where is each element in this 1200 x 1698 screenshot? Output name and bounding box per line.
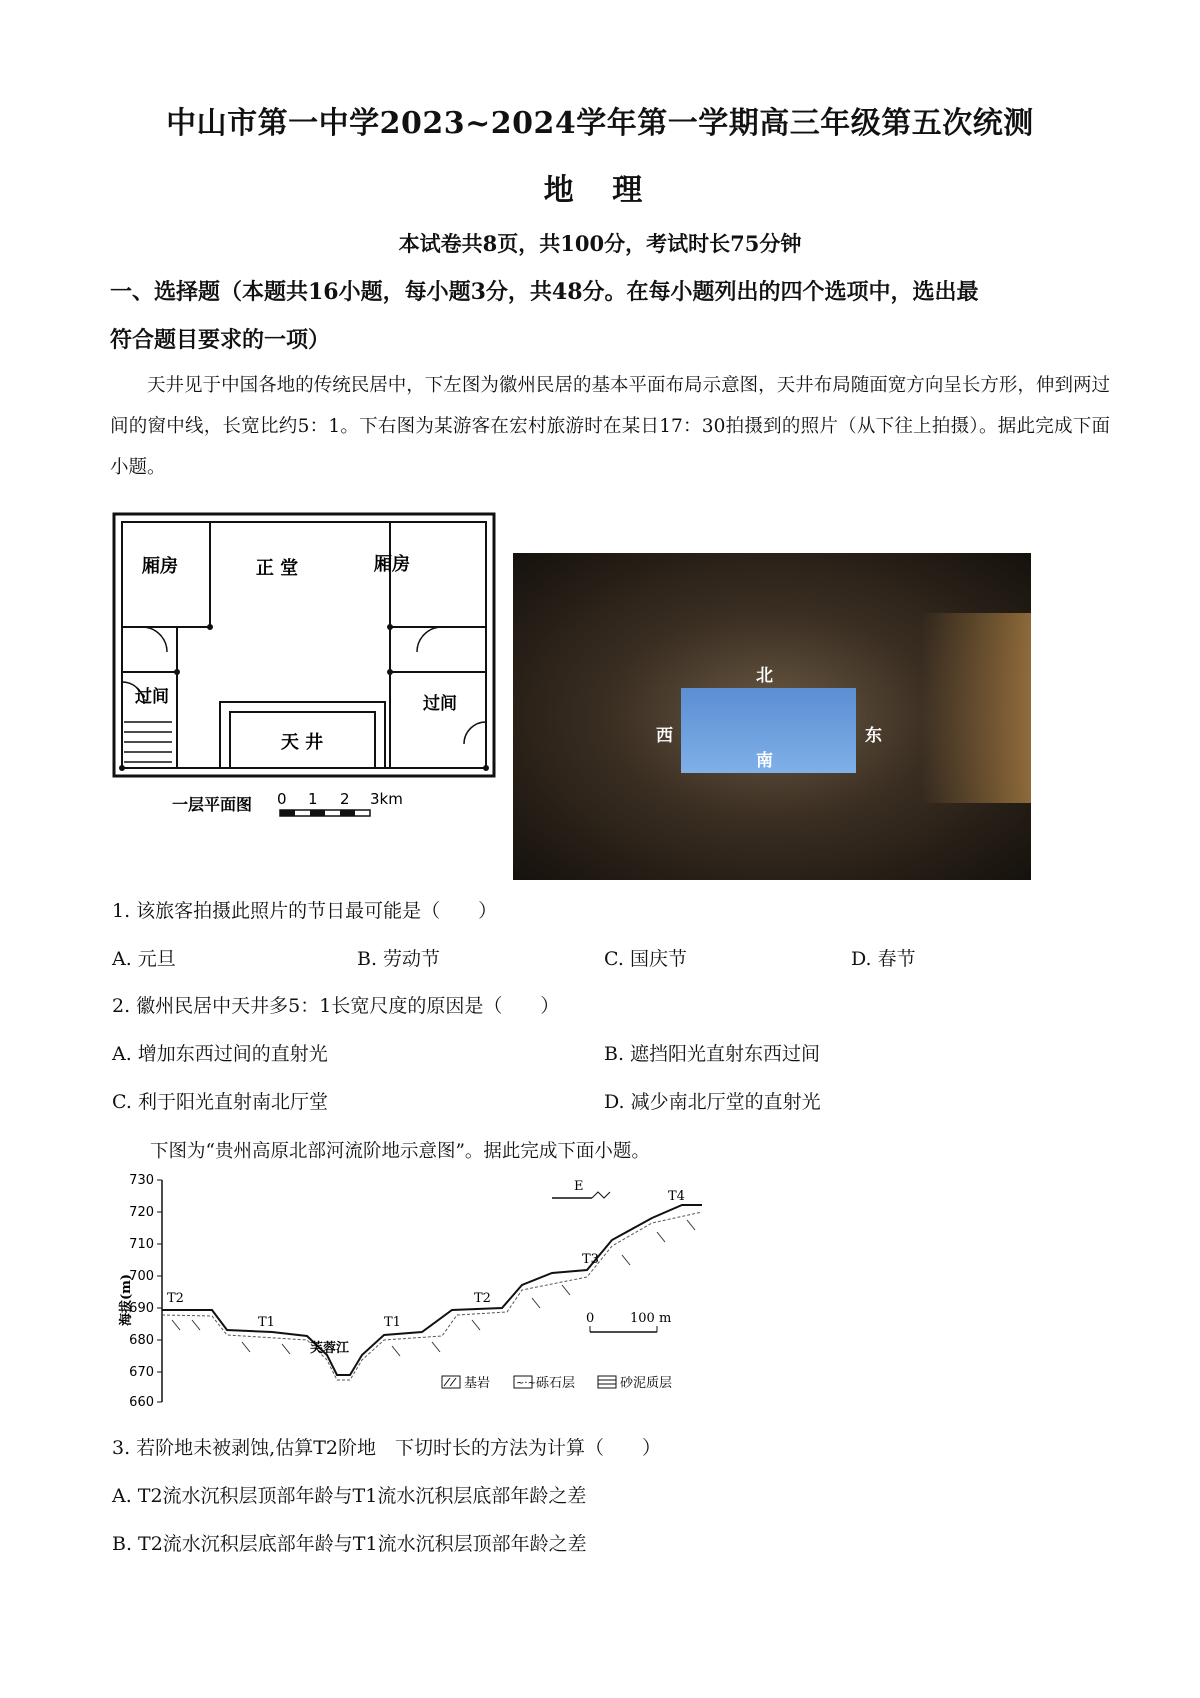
room-label: 正 堂 — [255, 558, 299, 579]
label-east: 东 — [865, 726, 882, 746]
room-label: 过间 — [423, 694, 457, 714]
room-label: 厢房 — [142, 556, 178, 577]
y-axis-label: 海拔(m) — [119, 1273, 134, 1327]
legend-item: 砾石层 — [536, 1376, 576, 1391]
svg-text:670: 670 — [129, 1365, 154, 1380]
question-1-stem: 1. 该旅客拍摄此照片的节日最可能是（ ） — [112, 900, 498, 922]
svg-text:3km: 3km — [370, 790, 403, 808]
q1-option-a[interactable]: A. 元旦 — [112, 948, 176, 970]
svg-text:T1: T1 — [384, 1315, 401, 1330]
svg-text:660: 660 — [129, 1395, 154, 1410]
section-heading: 一、选择题（本题共16小题，每小题3分，共48分。在每小题列出的四个选项中，选出最 符合题目要求的一项） — [110, 279, 979, 353]
q2-option-b[interactable]: B. 遮挡阳光直射东西过间 — [604, 1043, 821, 1065]
label-west: 西 — [656, 726, 673, 746]
material-2: 下图为“贵州高原北部河流阶地示意图”。据此完成下面小题。 — [150, 1141, 650, 1162]
room-label: 过间 — [135, 687, 169, 707]
svg-text:0: 0 — [586, 1311, 595, 1326]
q3-option-a[interactable]: A. T2流水沉积层顶部年龄与T1流水沉积层底部年龄之差 — [112, 1485, 587, 1507]
q1-option-d[interactable]: D. 春节 — [851, 948, 916, 970]
q3-option-b[interactable]: B. T2流水沉积层底部年龄与T1流水沉积层顶部年龄之差 — [112, 1533, 587, 1555]
legend-item: 基岩 — [464, 1376, 491, 1391]
svg-text:2: 2 — [340, 790, 350, 808]
svg-text:700: 700 — [129, 1269, 154, 1284]
room-label: 天 井 — [280, 732, 324, 753]
svg-text:~·~: ~·~ — [516, 1378, 536, 1389]
tianjing-photo — [513, 553, 1031, 880]
svg-text:1: 1 — [308, 790, 318, 808]
svg-text:100 m: 100 m — [630, 1311, 672, 1326]
question-3-stem: 3. 若阶地未被剥蚀,估算T2阶地 下切时长的方法为计算（ ） — [112, 1437, 661, 1459]
svg-text:710: 710 — [129, 1237, 154, 1252]
svg-text:T2: T2 — [474, 1291, 491, 1306]
q2-option-a[interactable]: A. 增加东西过间的直射光 — [112, 1043, 328, 1065]
svg-text:T3: T3 — [582, 1252, 599, 1267]
svg-text:芙蓉江: 芙蓉江 — [310, 1341, 350, 1356]
river-terrace-diagram — [112, 1170, 752, 1410]
exam-info: 本试卷共8页，共100分，考试时长75分钟 — [398, 231, 802, 256]
floor-plan-diagram — [112, 512, 500, 824]
q1-option-c[interactable]: C. 国庆节 — [604, 948, 687, 970]
label-south: 南 — [756, 751, 773, 771]
svg-text:720: 720 — [129, 1205, 154, 1220]
q1-option-b[interactable]: B. 劳动节 — [357, 948, 441, 970]
scale-title: 一层平面图 — [172, 795, 253, 814]
svg-text:T1: T1 — [258, 1315, 275, 1330]
svg-text:T4: T4 — [668, 1189, 685, 1204]
svg-text:730: 730 — [129, 1173, 154, 1188]
svg-text:0: 0 — [277, 790, 287, 808]
q2-option-d[interactable]: D. 减少南北厅堂的直射光 — [604, 1091, 821, 1113]
svg-text:T2: T2 — [167, 1291, 184, 1306]
svg-text:E: E — [574, 1179, 584, 1194]
material-1: 天井见于中国各地的传统民居中，下左图为徽州民居的基本平面布局示意图，天井布局随面宽方向呈长方形，伸到两过间的窗中线，长宽比约5：1。下右图为某游客在宏村旅游时在某日17：30拍摄到的照片（从下往上拍摄）。据此完成下面小题。 — [110, 375, 1110, 478]
question-2-stem: 2. 徽州民居中天井多5：1长宽尺度的原因是（ ） — [112, 995, 560, 1017]
subject-title: 地 理 — [543, 173, 657, 208]
legend-item: 砂泥质层 — [620, 1376, 673, 1391]
svg-text:690: 690 — [129, 1301, 154, 1316]
q2-option-c[interactable]: C. 利于阳光直射南北厅堂 — [112, 1091, 328, 1113]
room-label: 厢房 — [374, 554, 410, 575]
label-north: 北 — [756, 666, 773, 686]
svg-text:680: 680 — [129, 1333, 154, 1348]
exam-title: 中山市第一中学2023~2024学年第一学期高三年级第五次统测 — [166, 106, 1034, 141]
